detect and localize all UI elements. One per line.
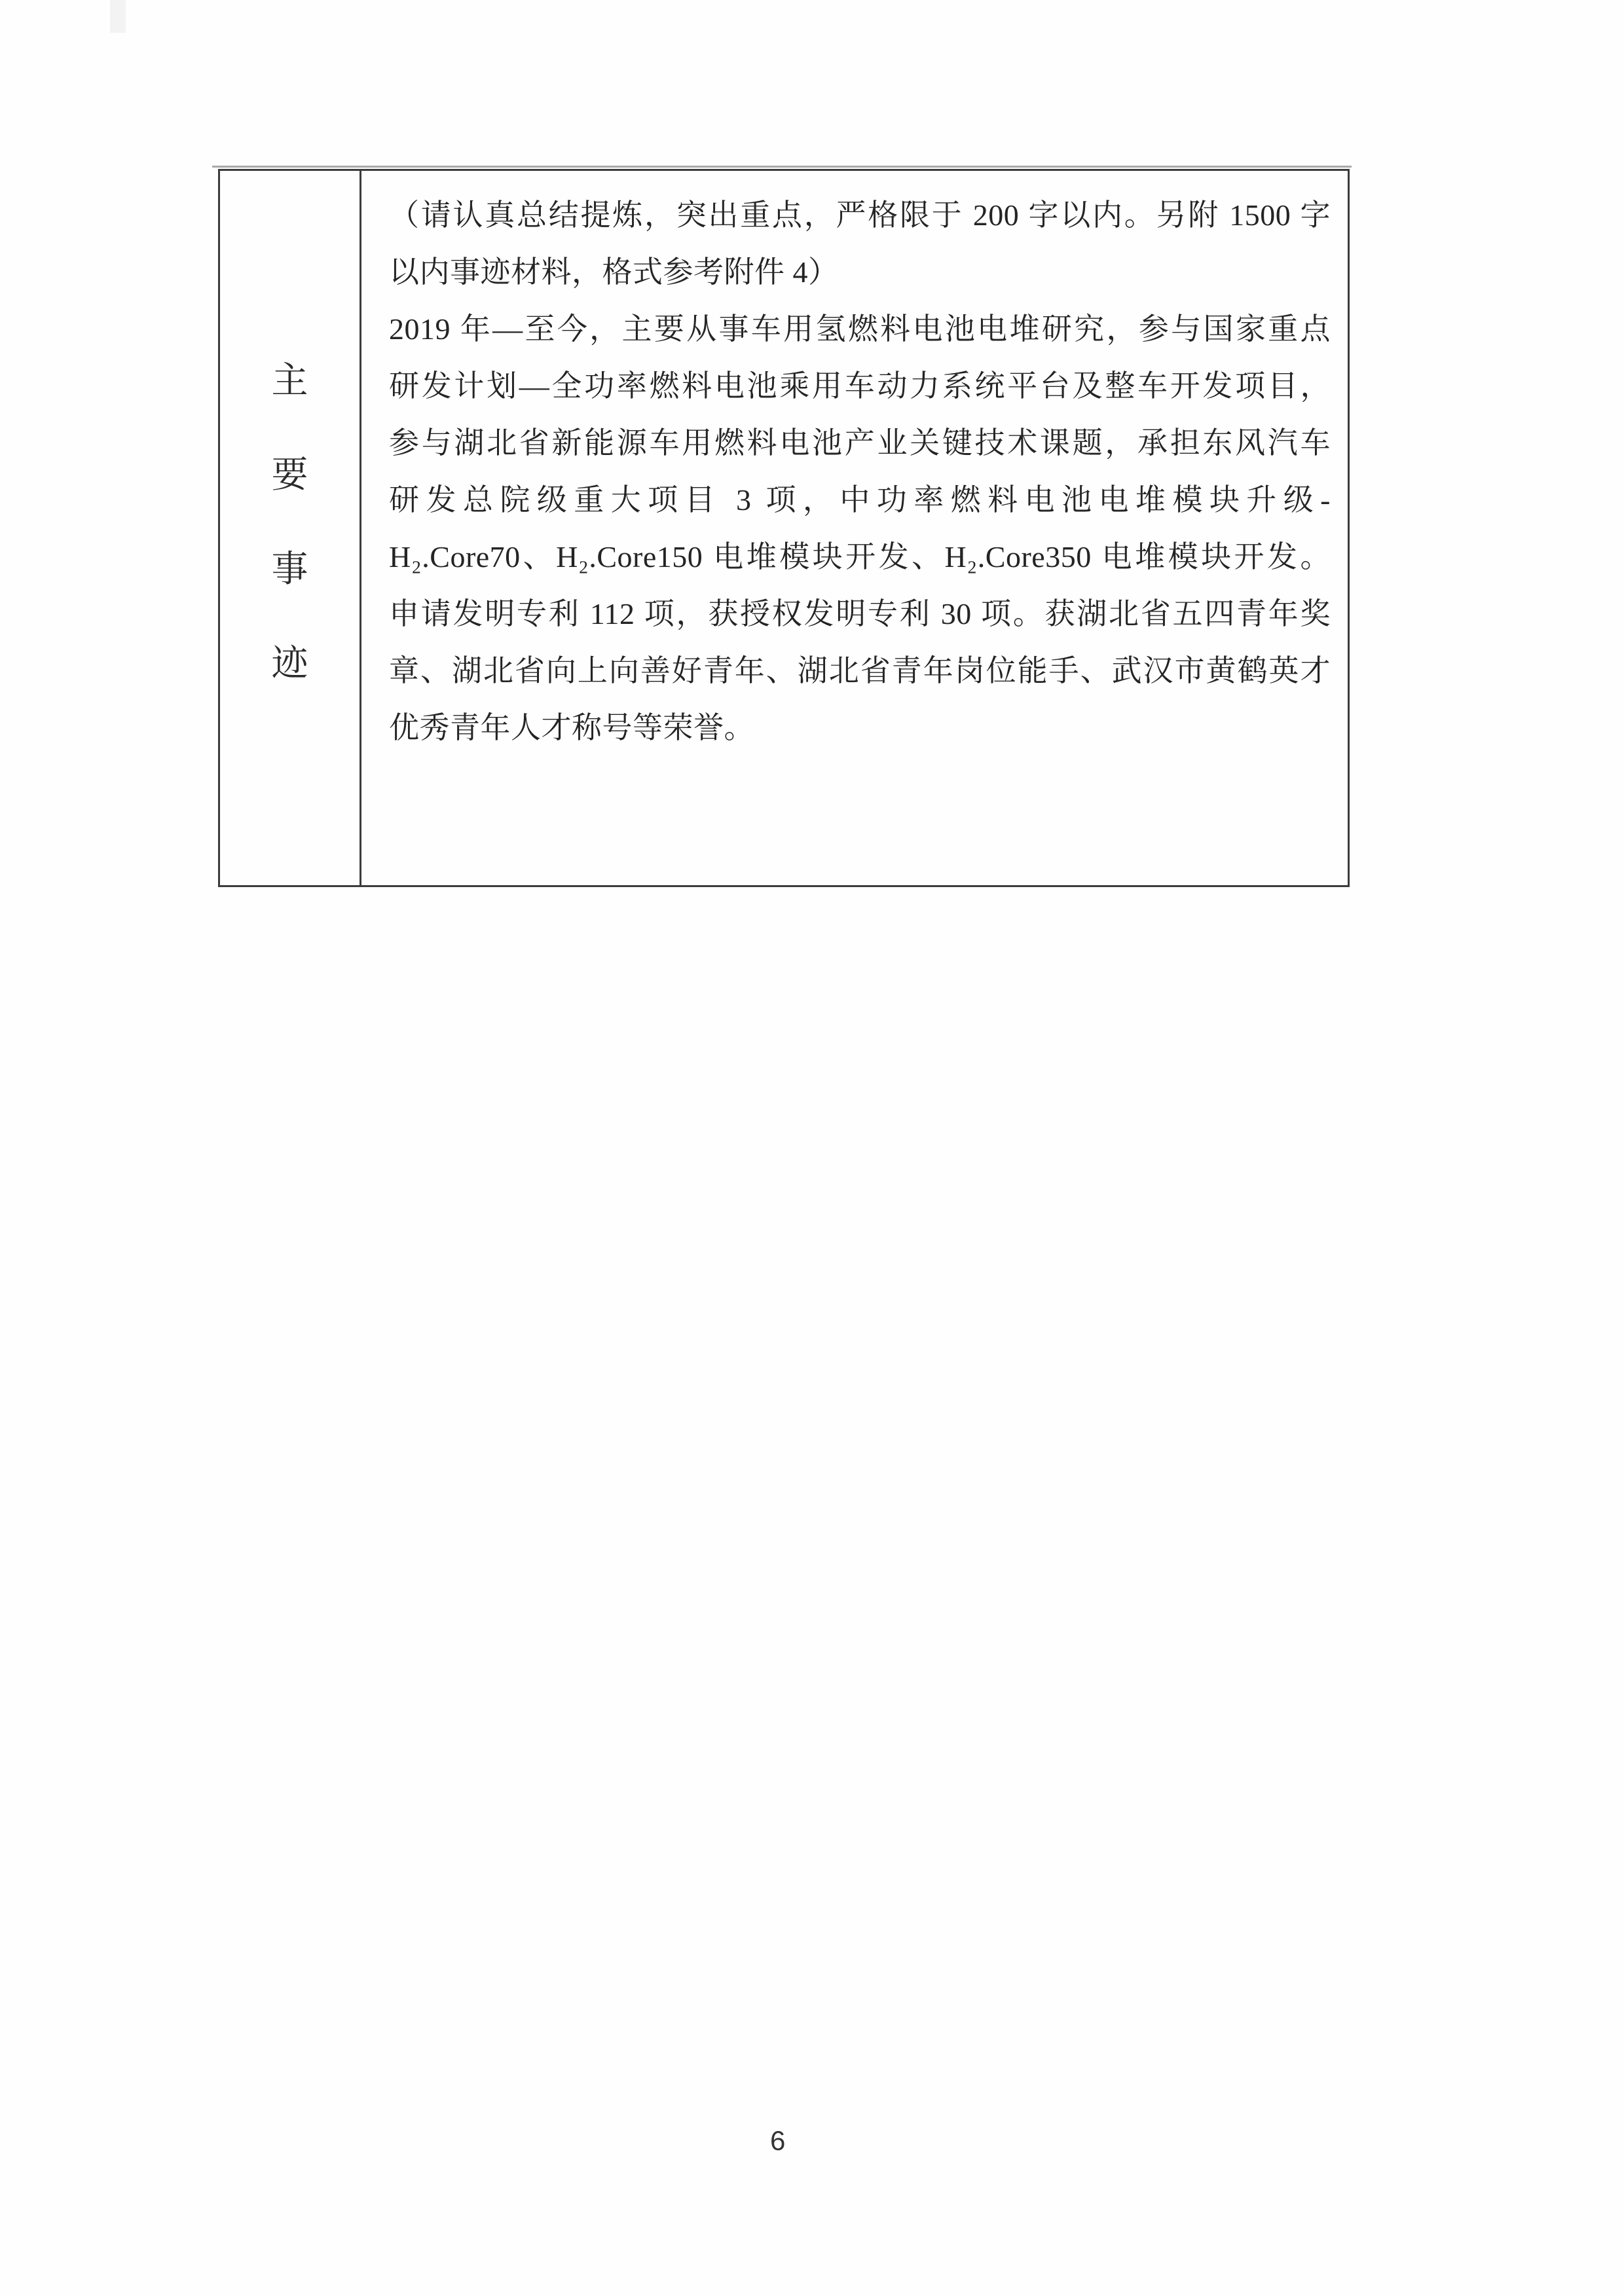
- content-line: 申请发明专利 112 项，获授权发明专利 30 项。获湖北省五四青年奖: [389, 597, 1331, 630]
- row-header-main-achievements: [220, 171, 361, 885]
- content-line: 参与湖北省新能源车用燃料电池产业关键技术课题，承担东风汽车: [389, 426, 1331, 460]
- content-line: 研发总院级重大项目 3 项，中功率燃料电池电堆模块升级-: [389, 483, 1331, 517]
- row-label-char: 主: [271, 360, 308, 401]
- content-line: 优秀青年人才称号等荣誉。: [389, 711, 754, 744]
- row-label-char: 事: [271, 549, 308, 590]
- content-line: 研发计划—全功率燃料电池乘用车动力系统平台及整车开发项目，: [389, 369, 1331, 403]
- row-label-char: 迹: [271, 643, 308, 684]
- achievements-table: [218, 169, 1350, 887]
- achievements-content-cell: [361, 171, 1348, 885]
- scan-artifact: [110, 0, 126, 33]
- page-number: 6: [770, 2125, 786, 2156]
- content-line-instructions: 以内事迹材料，格式参考附件 4）: [389, 255, 839, 289]
- row-label-char: 要: [271, 454, 308, 496]
- content-line: 2019 年—至今，主要从事车用氢燃料电池电堆研究，参与国家重点: [389, 312, 1331, 346]
- content-line: 章、湖北省向上向善好青年、湖北省青年岗位能手、武汉市黄鹤英才: [389, 654, 1331, 687]
- content-line: H₂.Core70、H₂.Core150 电堆模块开发、H₂.Core350 电堆模块开发。: [389, 540, 1331, 574]
- content-line-instructions: （请认真总结提炼，突出重点，严格限于 200 字以内。另附 1500 字: [389, 198, 1331, 232]
